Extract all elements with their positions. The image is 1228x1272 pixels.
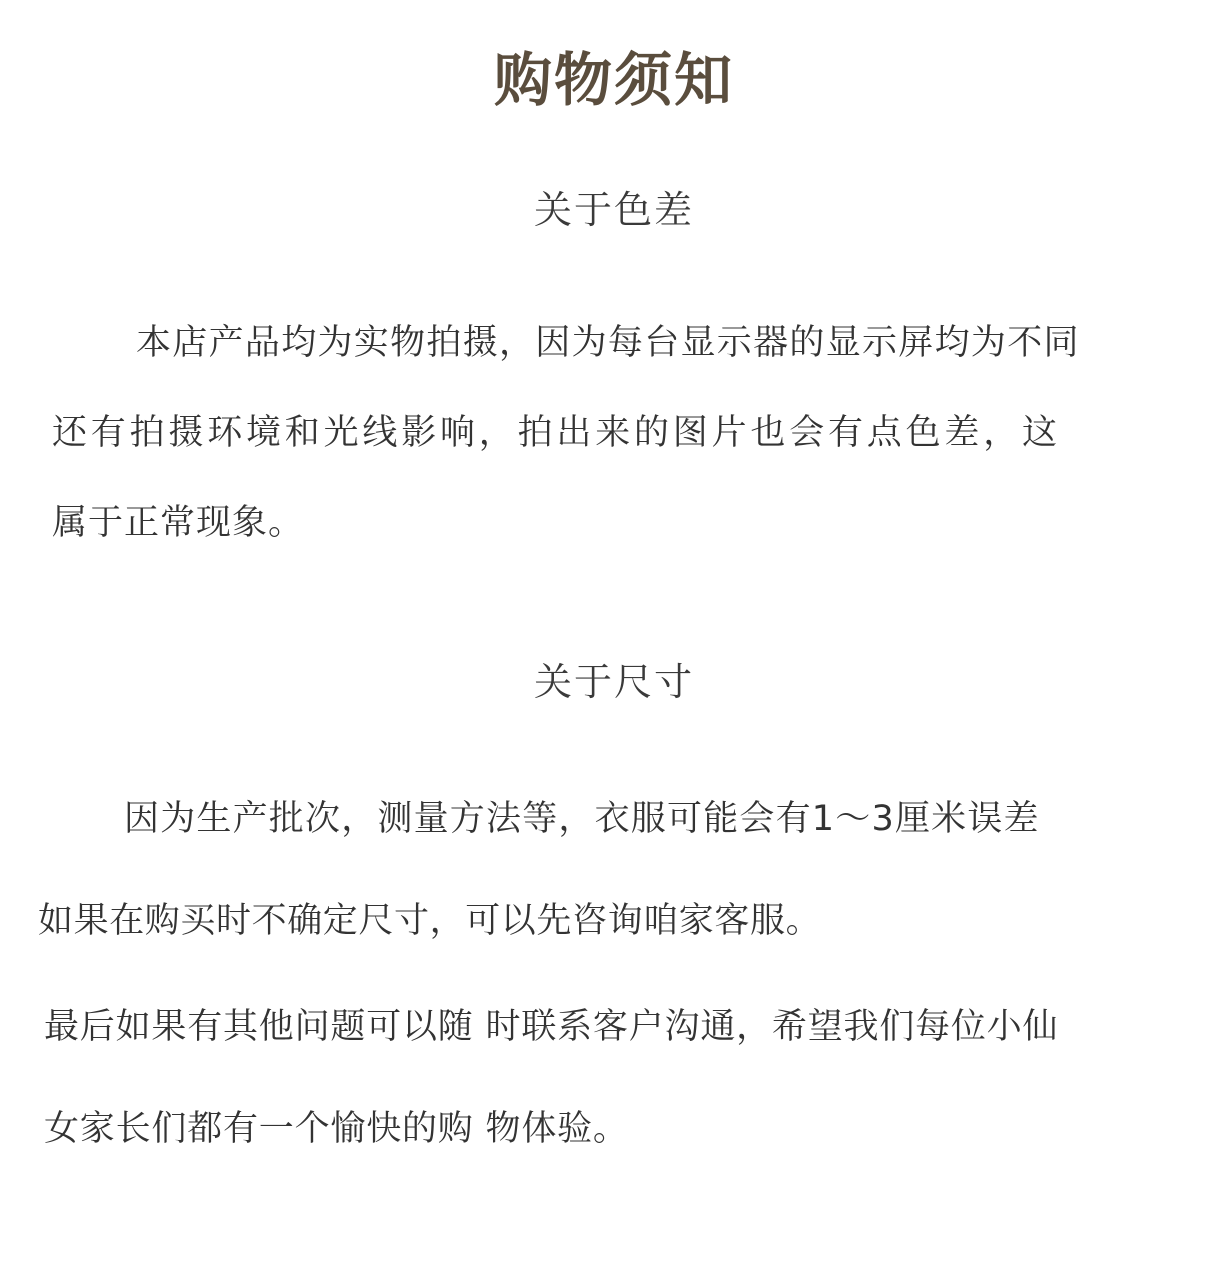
closing-line-2: 女家长们都有一个愉快的购 物体验。 <box>44 1109 629 1149</box>
closing-line-1: 最后如果有其他问题可以随 时联系客户沟通，希望我们每位小仙 <box>44 1007 1059 1047</box>
section-heading-color-difference: 关于色差 <box>533 188 694 232</box>
color-difference-line-2: 还有拍摄环境和光线影响，拍出来的图片也会有点色差，这 <box>52 413 1061 453</box>
section-heading-size: 关于尺寸 <box>533 660 694 704</box>
color-difference-line-3: 属于正常现象。 <box>52 503 305 543</box>
size-line-1: 因为生产批次，测量方法等，衣服可能会有1～3厘米误差 <box>124 799 1040 839</box>
size-line-2: 如果在购买时不确定尺寸，可以先咨询咱家客服。 <box>38 901 822 941</box>
page-title: 购物须知 <box>493 46 734 114</box>
color-difference-line-1: 本店产品均为实物拍摄，因为每台显示器的显示屏均为不同 <box>136 323 1080 363</box>
